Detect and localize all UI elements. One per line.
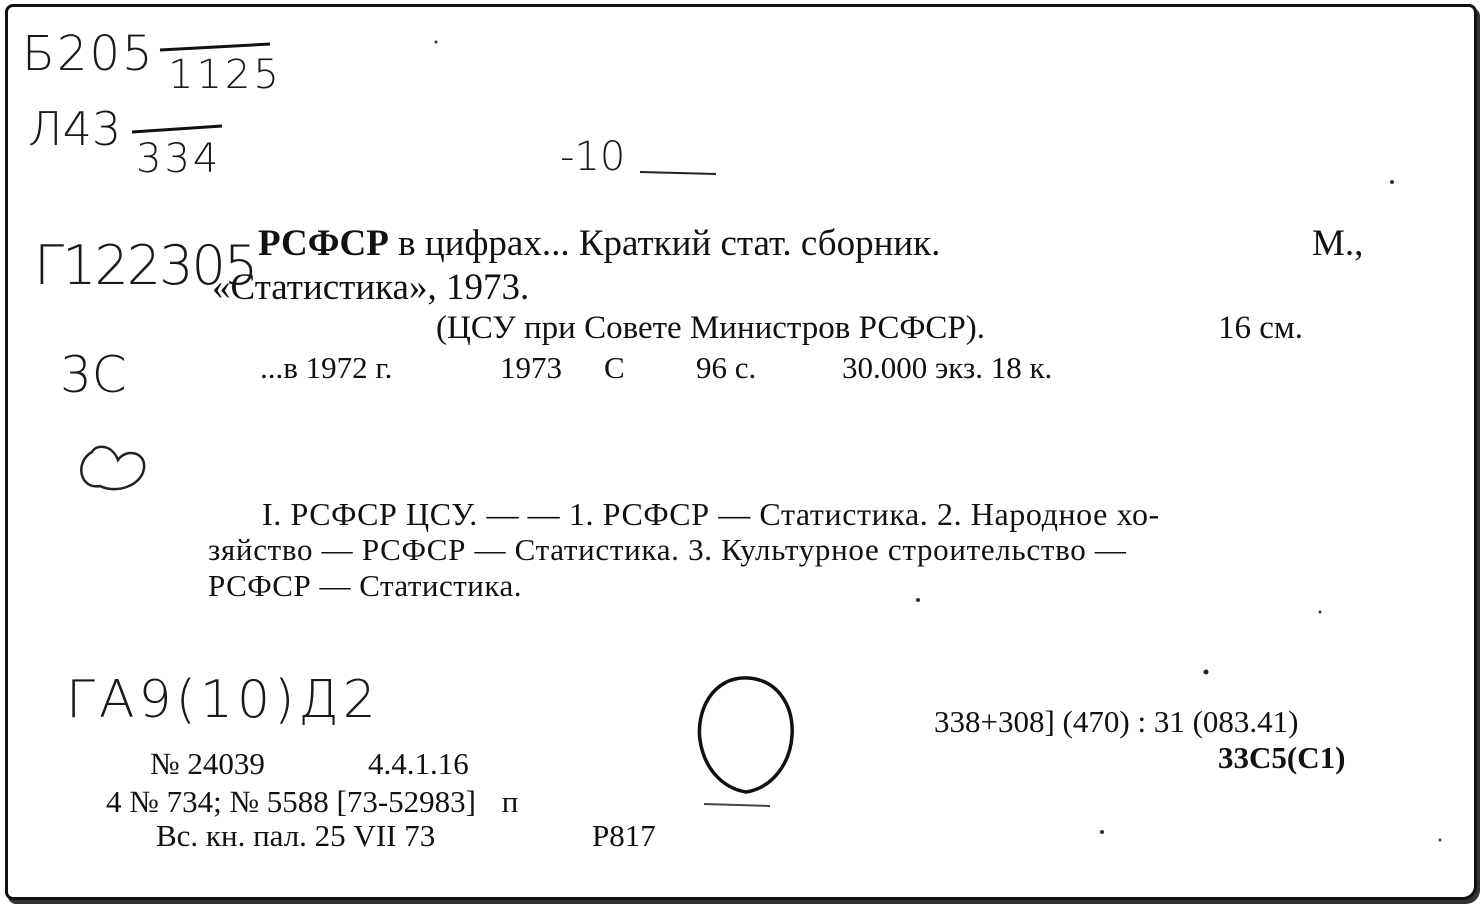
udc-index: 338+308] (470) : 31 (083.41)	[934, 704, 1299, 739]
period-note: ...в 1972 г.	[260, 350, 393, 385]
shelf-mark-2-bottom: 334	[136, 136, 222, 182]
book-chamber-line: Вс. кн. пал. 25 VII 73	[156, 818, 436, 853]
shelf-mark-1-bar	[160, 44, 270, 50]
title-heading: РСФСР	[258, 223, 389, 264]
speck	[1439, 839, 1442, 842]
handwritten-scribble: -10	[560, 134, 626, 180]
speck	[1390, 180, 1394, 184]
year-note: 1973	[500, 350, 562, 385]
handwritten-mark-3c: 3С	[60, 346, 127, 404]
speck	[435, 41, 438, 44]
card-refs-suffix: п	[501, 784, 519, 819]
size-note: 16 см.	[1218, 310, 1304, 346]
pages-note: 96 с.	[696, 350, 757, 385]
inventory-number: Г122305	[34, 234, 257, 297]
subjects-line-3: РСФСР — Статистика.	[208, 568, 522, 603]
speck	[916, 598, 920, 602]
card-refs-main: 4 № 734; № 5588 [73-52983]	[106, 784, 476, 819]
card-code: 4.4.1.16	[368, 746, 469, 781]
scribble-dash	[640, 172, 716, 174]
letter-note: С	[604, 350, 625, 385]
bbk-index: 33С5(С1)	[1218, 740, 1346, 775]
publisher-year: «Статистика», 1973.	[212, 267, 530, 308]
shelf-mark-1-bottom: 1125	[168, 52, 282, 98]
copies-price-note: 30.000 экз. 18 к.	[842, 350, 1053, 385]
series-note: (ЦСУ при Совете Министров РСФСР).	[436, 310, 986, 346]
classification-code: ГА9(10)Д2	[66, 670, 380, 730]
shelf-mark-2-top: Л43	[28, 102, 122, 156]
publication-place: М.,	[1312, 223, 1364, 264]
handwritten-loop-icon	[81, 447, 144, 489]
speck	[1319, 611, 1322, 614]
card-number: № 24039	[150, 746, 265, 781]
stamp-underline	[704, 804, 770, 806]
speck	[1204, 670, 1209, 675]
print-code: Р817	[592, 818, 656, 853]
shelf-mark-2-bar	[132, 126, 222, 132]
subjects-line-1: I. РСФСР ЦСУ. — — 1. РСФСР — Статистика. 2. Народное хо-	[262, 496, 1160, 532]
subjects-line-2: зяйство — РСФСР — Статистика. 3. Культурное строительство —	[208, 532, 1127, 567]
shelf-mark-1-top: Б205	[22, 26, 155, 82]
title-text: в цифрах... Краткий стат. сборник.	[398, 223, 941, 264]
library-stamp-icon	[699, 678, 792, 792]
speck	[1100, 830, 1104, 834]
